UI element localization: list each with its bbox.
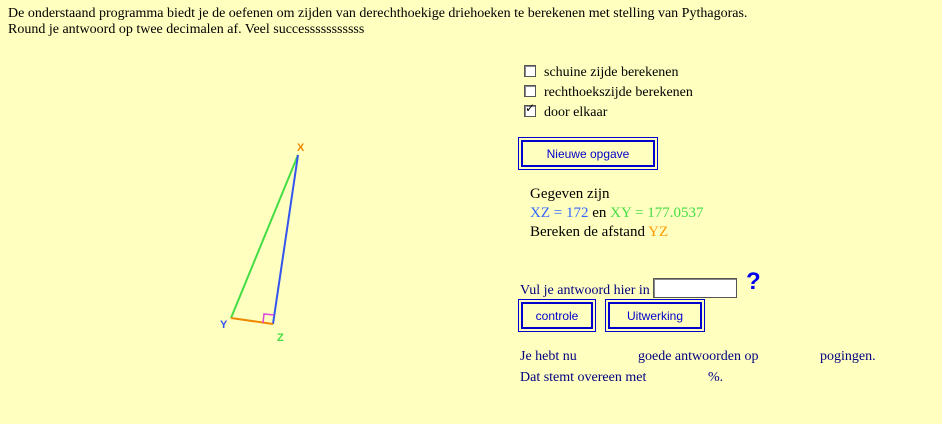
checkbox-rechthoekszijde[interactable] [524,85,536,97]
help-question-icon[interactable]: ? [746,268,761,295]
option-schuine-zijde[interactable] [524,64,679,82]
answer-label: Vul je antwoord hier in [520,283,650,298]
check-mark-icon: ✓ [525,100,536,115]
stats-text-1b: goede antwoorden op [638,349,759,364]
triangle-figure [210,135,320,350]
intro-line-1: De onderstaand programma biedt je de oefenen om zijden van derechthoekige driehoeken te berekenen met stelling van Pythagoras. [8,6,748,21]
vertex-label-x: X [297,142,305,154]
solution-button[interactable]: Uitwerking [608,302,702,329]
new-exercise-button[interactable]: Nieuwe opgave [521,140,655,167]
check-button[interactable]: controle [521,302,593,329]
checkbox-schuine-zijde[interactable] [524,65,536,77]
given-xy: XY = 177.0537 [610,205,704,221]
option-rechthoekszijde[interactable] [524,84,693,102]
stats-text-2a: Dat stemt overeen met [520,370,647,385]
stats-text-2b: %. [708,370,724,385]
stats-text-1a: Je hebt nu [520,349,577,364]
option-label-rechthoekszijde: rechthoekszijde berekenen [544,85,693,100]
given-en: en [592,205,607,221]
side-xz [273,155,298,324]
vertex-label-z: Z [277,332,284,344]
question-text: Bereken de afstand [530,224,645,240]
stats-text-1c: pogingen. [820,349,876,364]
option-door-elkaar[interactable] [524,100,608,122]
intro-text [8,6,747,38]
checkbox-door-elkaar[interactable] [524,100,536,117]
given-values [530,204,703,223]
option-label-door-elkaar: door elkaar [544,105,608,120]
option-label-schuine-zijde: schuine zijde berekenen [544,65,679,80]
intro-line-2: Round je antwoord op twee decimalen af. Veel successsssssssss [8,22,365,37]
vertex-label-y: Y [220,319,228,331]
side-yz [231,318,273,324]
question-side: YZ [648,224,669,240]
given-xz: XZ = 172 [530,205,589,221]
question [530,223,668,242]
answer-input[interactable] [653,278,737,298]
given-heading: Gegeven zijn [530,186,610,202]
side-xy [231,155,298,318]
